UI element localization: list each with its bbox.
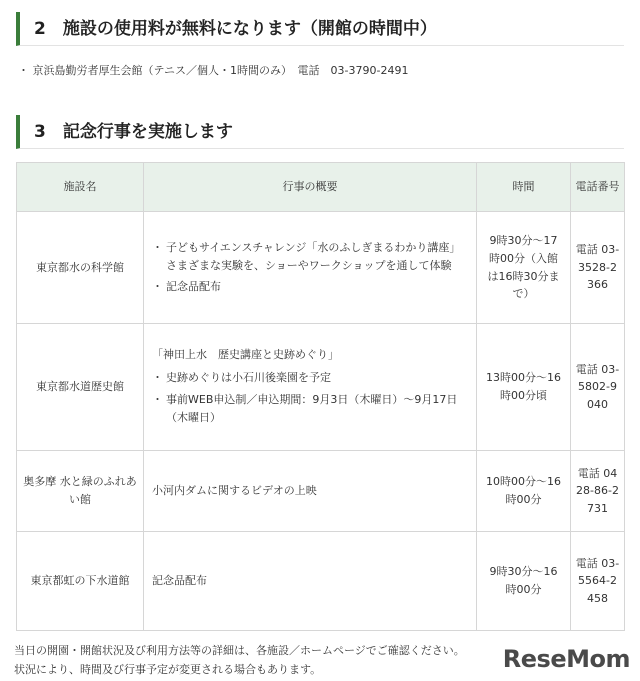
facility-name: 東京都水道歴史館: [17, 324, 144, 451]
phone-number: 電話 03-5802-9040: [571, 324, 625, 451]
section-3-heading: 3 記念行事を実施します: [16, 115, 624, 149]
phone-number: 電話 03-5564-2458: [571, 532, 625, 631]
event-list: [152, 369, 468, 426]
event-time: 9時30分～16時00分: [477, 532, 571, 631]
table-row: [17, 212, 625, 324]
event-time: 10時00分～16時00分: [477, 451, 571, 532]
column-header-phone: 電話番号: [571, 163, 625, 212]
table-header-row: [17, 163, 625, 212]
section-2-heading: 2 施設の使用料が無料になります（開館の時間中）: [16, 12, 624, 46]
table-row: [17, 532, 625, 631]
list-item: ・ 子どもサイエンスチャレンジ「水のふしぎまるわかり講座」さまざまな実験を、ショーやワークショップを通して体験: [152, 239, 468, 274]
list-item: ・ 史跡めぐりは小石川後楽園を予定: [152, 369, 468, 387]
facility-name: 東京都虹の下水道館: [17, 532, 144, 631]
event-time: 9時30分～17時00分（入館は16時30分まで）: [477, 212, 571, 324]
phone-number: 電話 0428-86-2731: [571, 451, 625, 532]
list-item: ・ 事前WEB申込制／申込期間：9月3日（木曜日）～9月17日（木曜日）: [152, 391, 468, 426]
table-row: [17, 324, 625, 451]
list-item: ・ 記念品配布: [152, 278, 468, 296]
column-header-facility: 施設名: [17, 163, 144, 212]
event-list: [152, 239, 468, 296]
column-header-time: 時間: [477, 163, 571, 212]
event-overview: 小河内ダムに関するビデオの上映: [144, 451, 477, 532]
event-time: 13時00分～16時00分頃: [477, 324, 571, 451]
phone-number: 電話 03-3528-2366: [571, 212, 625, 324]
footnote-line: 当日の開園・開館状況及び利用方法等の詳細は、各施設／ホームページでご確認ください。: [14, 644, 465, 657]
events-table: [16, 162, 625, 631]
resemom-logo: ReseMom: [502, 645, 630, 673]
facility-name: 東京都水の科学館: [17, 212, 144, 324]
table-row: [17, 451, 625, 532]
event-lead: 「神田上水 歴史講座と史跡めぐり」: [152, 347, 339, 361]
free-facility-item: ・ 京浜島勤労者厚生会館（テニス／個人・1時間のみ） 電話 03-3790-2491: [18, 64, 409, 77]
footnote-line: 状況により、時間及び行事予定が変更される場合もあります。: [14, 663, 322, 676]
column-header-overview: 行事の概要: [144, 163, 477, 212]
event-overview: 記念品配布: [144, 532, 477, 631]
footnotes: [14, 641, 465, 679]
event-overview: [144, 212, 477, 324]
facility-name: 奥多摩 水と緑のふれあい館: [17, 451, 144, 532]
event-overview: [144, 324, 477, 451]
